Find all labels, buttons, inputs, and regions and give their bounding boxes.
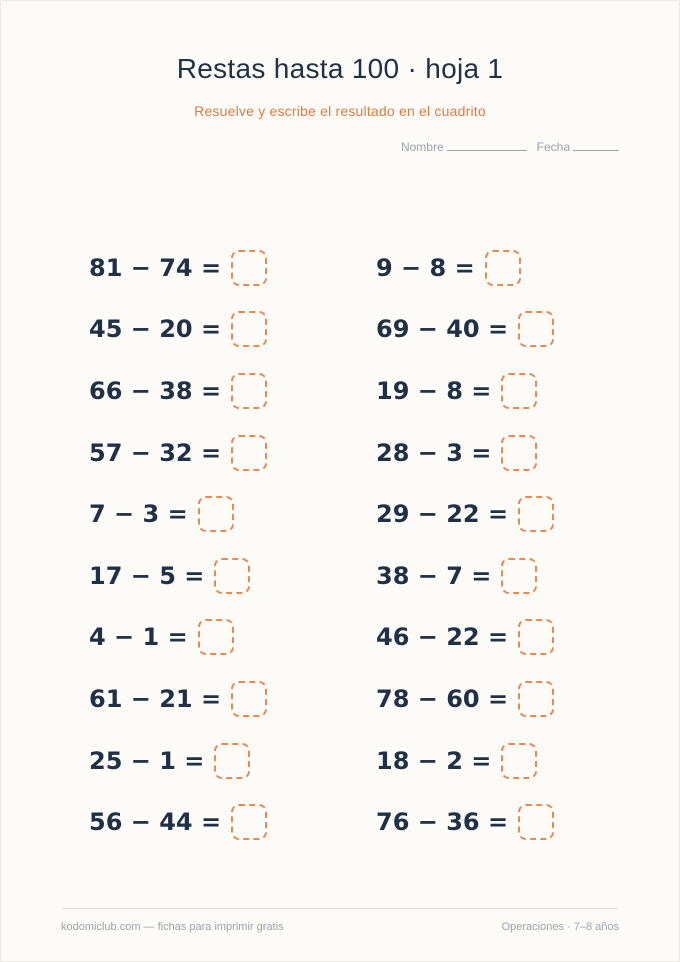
answer-box[interactable] bbox=[501, 558, 537, 594]
name-label: Nombre bbox=[400, 140, 444, 154]
name-date-fields bbox=[401, 140, 619, 154]
problem-expression: 61 − 21 = bbox=[89, 684, 222, 713]
problem-row bbox=[89, 668, 267, 730]
problem-row bbox=[376, 360, 554, 422]
problem-row bbox=[89, 545, 267, 607]
problem-expression: 81 − 74 = bbox=[89, 253, 222, 282]
problem-expression: 9 − 8 = bbox=[376, 253, 475, 282]
answer-box[interactable] bbox=[501, 743, 537, 779]
problem-row bbox=[89, 422, 267, 484]
problem-expression: 19 − 8 = bbox=[376, 376, 492, 405]
problem-expression: 78 − 60 = bbox=[376, 684, 509, 713]
problem-row bbox=[376, 791, 554, 853]
problem-expression: 29 − 22 = bbox=[376, 500, 509, 529]
answer-box[interactable] bbox=[485, 250, 521, 286]
footer-divider bbox=[61, 908, 619, 909]
problem-expression: 57 − 32 = bbox=[89, 438, 222, 467]
problem-row bbox=[376, 607, 554, 669]
page-subtitle: Resuelve y escribe el resultado en el cuadrito bbox=[194, 103, 486, 119]
answer-box[interactable] bbox=[214, 743, 250, 779]
problem-expression: 7 − 3 = bbox=[89, 500, 188, 529]
answer-box[interactable] bbox=[231, 250, 267, 286]
problem-row bbox=[376, 422, 554, 484]
answer-box[interactable] bbox=[231, 373, 267, 409]
answer-box[interactable] bbox=[231, 804, 267, 840]
problem-row bbox=[89, 483, 267, 545]
problems-right-column bbox=[376, 237, 554, 853]
answer-box[interactable] bbox=[198, 619, 234, 655]
problem-row bbox=[376, 668, 554, 730]
answer-box[interactable] bbox=[198, 496, 234, 532]
answer-box[interactable] bbox=[518, 681, 554, 717]
problem-expression: 56 − 44 = bbox=[89, 808, 222, 837]
answer-box[interactable] bbox=[518, 804, 554, 840]
problem-expression: 38 − 7 = bbox=[376, 561, 492, 590]
footer-category: Operaciones · 7–8 años bbox=[501, 921, 619, 933]
page-title: Restas hasta 100 · hoja 1 bbox=[176, 53, 504, 84]
date-label: Fecha bbox=[536, 140, 570, 154]
answer-box[interactable] bbox=[518, 496, 554, 532]
problem-row bbox=[376, 299, 554, 361]
problem-row bbox=[376, 237, 554, 299]
problems-left-column bbox=[89, 237, 267, 853]
problem-expression: 4 − 1 = bbox=[89, 623, 188, 652]
answer-box[interactable] bbox=[518, 311, 554, 347]
problem-row bbox=[376, 483, 554, 545]
problem-row bbox=[376, 730, 554, 792]
problem-row bbox=[89, 360, 267, 422]
problem-row bbox=[89, 791, 267, 853]
answer-box[interactable] bbox=[518, 619, 554, 655]
problem-row bbox=[89, 237, 267, 299]
problem-row bbox=[89, 607, 267, 669]
problem-row bbox=[89, 730, 267, 792]
problem-expression: 45 − 20 = bbox=[89, 315, 222, 344]
problem-expression: 69 − 40 = bbox=[376, 315, 509, 344]
problem-expression: 17 − 5 = bbox=[89, 561, 205, 590]
footer-site: kodomiclub.com — fichas para imprimir gratis bbox=[61, 921, 284, 933]
problem-expression: 46 − 22 = bbox=[376, 623, 509, 652]
answer-box[interactable] bbox=[231, 435, 267, 471]
problem-expression: 25 − 1 = bbox=[89, 746, 205, 775]
answer-box[interactable] bbox=[501, 435, 537, 471]
answer-box[interactable] bbox=[214, 558, 250, 594]
answer-box[interactable] bbox=[231, 311, 267, 347]
name-line bbox=[447, 140, 527, 151]
problem-expression: 66 − 38 = bbox=[89, 376, 222, 405]
problem-expression: 18 − 2 = bbox=[376, 746, 492, 775]
answer-box[interactable] bbox=[501, 373, 537, 409]
problem-row bbox=[89, 299, 267, 361]
problem-expression: 28 − 3 = bbox=[376, 438, 492, 467]
problem-expression: 76 − 36 = bbox=[376, 808, 509, 837]
problem-row bbox=[376, 545, 554, 607]
answer-box[interactable] bbox=[231, 681, 267, 717]
date-line bbox=[573, 140, 619, 151]
